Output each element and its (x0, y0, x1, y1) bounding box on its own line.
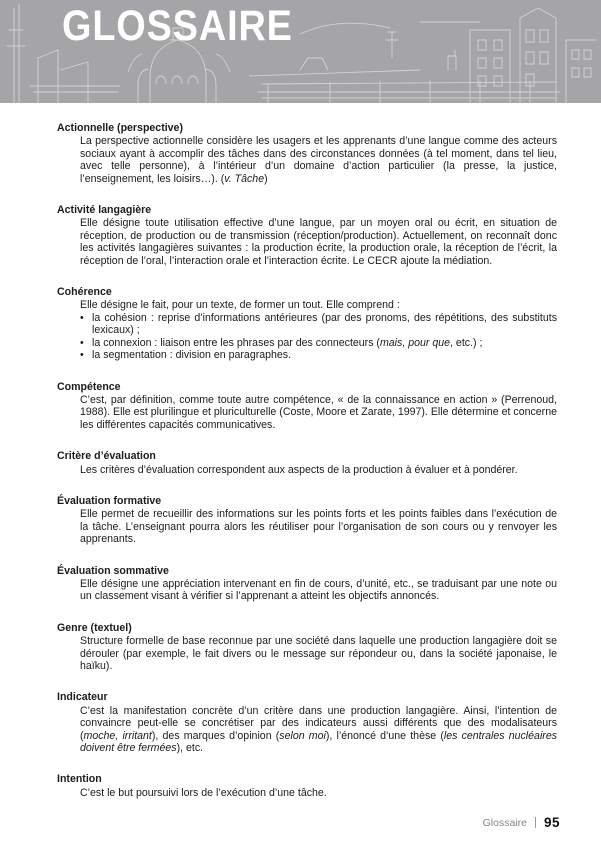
glossary-definition (80, 508, 557, 545)
definition-segment: Structure formelle de base reconnue par une société dans laquelle une production langagière doit se dérouler (par exemple, le fait divers ou le message sur répondeur ou, dans la société japonaise, le haïku). (80, 635, 557, 672)
definition-segment: Elle désigne toute utilisation effective d’une langue, par un moyen oral ou écrit, en situation de réception, de production ou de transmission (réception/production). Actuellement, on reconnaît donc les activités langagières suivantes : la production écrite, la production orale, la réception de l’écrit, la réception de l’oral, l’interaction orale et l’interaction écrite. Le CECR ajoute la médiation. (80, 217, 557, 267)
glossary-entry (57, 204, 557, 267)
glossary-entry (57, 773, 557, 799)
definition-segment: Elle désigne une appréciation intervenant en fin de cours, d’unité, etc., se traduisant par une note ou un classement visant à vérifier si l’apprenant a atteint les objectifs annoncés. (80, 577, 557, 603)
definition-text (80, 464, 557, 476)
definition-segment: ), des marques d’opinion ( (151, 729, 280, 742)
definition-segment: Les critères d’évaluation correspondent aux aspects de la production à évaluer et à pondérer. (80, 463, 518, 476)
footer-separator (535, 817, 536, 828)
glossary-entry (57, 622, 557, 673)
bullet-icon: • (80, 336, 84, 349)
footer-section-label: Glossaire (482, 816, 527, 829)
definition-text (92, 349, 557, 361)
glossary-definition (80, 135, 557, 185)
glossary-term: Critère d’évaluation (57, 450, 156, 463)
glossary-definition (80, 578, 557, 603)
definition-italic-segment: mais, pour que (379, 336, 451, 349)
glossary-list (57, 122, 557, 818)
definition-text (92, 337, 557, 349)
definition-segment: la cohésion : reprise d’informations antérieures (par des pronoms, des répétitions, des substituts lexicaux) ; (92, 311, 557, 337)
bullet-icon: • (80, 311, 84, 324)
definition-text (80, 635, 557, 672)
definition-segment: la connexion : liaison entre les phrases par des connecteurs ( (92, 336, 380, 349)
definition-text (80, 508, 557, 545)
definition-italic-segment: v. Tâche (224, 172, 265, 185)
definition-text (92, 312, 557, 337)
definition-text (80, 394, 557, 431)
glossary-term: Cohérence (57, 286, 112, 299)
definition-bullet-item (80, 349, 557, 361)
glossary-entry (57, 450, 557, 476)
definition-segment: Elle permet de recueillir des informations sur les points forts et les points faibles dans l’exécution de la tâche. L’enseignant pourra alors les réutiliser pour l’organisation de son cours ou y renvoyer les apprenants. (80, 508, 557, 546)
glossary-entry (57, 381, 557, 432)
definition-italic-segment: selon moi (279, 729, 326, 742)
glossary-term: Évaluation formative (57, 494, 162, 507)
definition-segment: ) (264, 172, 268, 185)
definition-segment: ), l’énoncé d’une thèse ( (325, 729, 444, 742)
definition-italic-segment: les centrales nucléaires doivent être fermées (80, 729, 558, 755)
glossary-definition (80, 787, 557, 799)
definition-text (80, 299, 557, 311)
definition-segment: C’est le but poursuivi lors de l’exécution d’une tâche. (80, 786, 327, 799)
page-title: GLOSSAIRE (62, 2, 293, 50)
page-footer (483, 815, 560, 830)
definition-bullet-item (80, 337, 557, 349)
definition-bullet-item (80, 312, 557, 337)
definition-segment: Elle désigne le fait, pour un texte, de former un tout. Elle comprend : (80, 299, 400, 312)
glossary-entry (57, 122, 557, 185)
glossary-term: Activité langagière (57, 204, 152, 217)
definition-text (80, 787, 557, 799)
glossary-term: Indicateur (57, 691, 108, 704)
definition-text (80, 705, 557, 755)
glossary-definition (80, 217, 557, 267)
glossary-entry (57, 565, 557, 603)
glossary-definition (80, 464, 557, 476)
glossary-term: Évaluation sommative (57, 564, 169, 577)
definition-segment: la segmentation : division en paragraphes. (92, 349, 292, 362)
glossary-definition (80, 635, 557, 672)
definition-text (80, 217, 557, 267)
glossary-term: Intention (57, 773, 102, 786)
glossary-term: Compétence (57, 380, 121, 393)
glossary-term: Actionnelle (perspective) (57, 122, 183, 134)
definition-segment: ), etc. (176, 742, 204, 755)
glossary-term: Genre (textuel) (57, 621, 132, 634)
definition-segment: , etc.) ; (450, 336, 483, 349)
glossary-definition (80, 705, 557, 755)
glossary-entry (57, 691, 557, 754)
definition-text (80, 135, 557, 185)
glossary-entry (57, 495, 557, 546)
bullet-icon: • (80, 349, 84, 362)
definition-italic-segment: moche, irritant (83, 729, 152, 742)
definition-text (80, 578, 557, 603)
glossary-definition (80, 299, 557, 361)
glossary-definition (80, 394, 557, 431)
page-header (0, 0, 601, 103)
definition-segment: C’est, par définition, comme toute autre compétence, « de la connaissance en action » (Perrenoud, 1988). Elle est plurilingue et pluriculturelle (Coste, Moore et Zarate, 1997). Elle détermine et concerne les différentes capacités communicatives. (80, 393, 557, 431)
definition-segment: C’est la manifestation concrète d’un critère dans une production langagière. Ainsi, l’intention de convaincre peut-elle se concrétiser par des indicateurs aussi différents que des modalisateurs ( (80, 704, 557, 742)
page-number: 95 (543, 815, 560, 830)
glossary-entry (57, 286, 557, 361)
definition-segment: La perspective actionnelle considère les usagers et les apprenants d’une langue comme des acteurs sociaux ayant à accomplir des tâches dans des circonstances données (à tel moment, dans tel lieu, avec telle personne), à l’intérieur d’un domaine d’action particulier (la presse, la justice, l’enseignement, les loisirs…). ( (80, 135, 557, 185)
